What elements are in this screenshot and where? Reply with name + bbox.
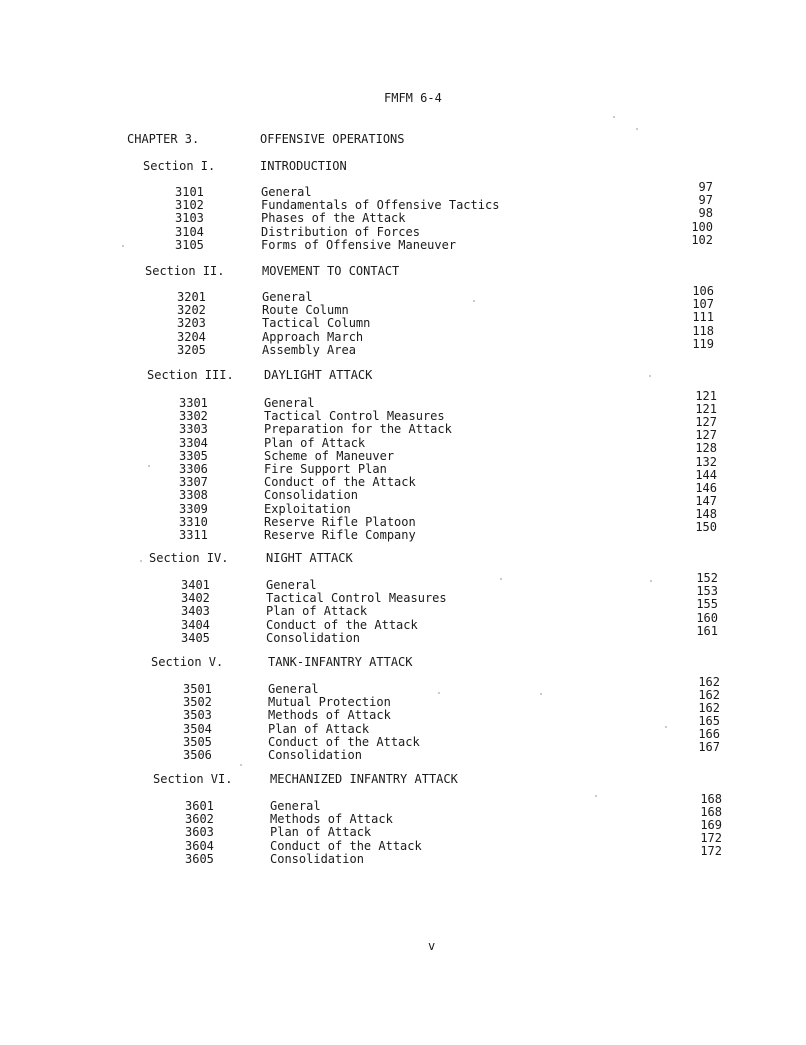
section-label: Section VI. <box>153 772 233 786</box>
entry-title: Scheme of Maneuver <box>264 448 395 463</box>
entry-page: 98 <box>698 206 713 221</box>
entry-page: 102 <box>691 232 713 247</box>
entry-title: Tactical Control Measures <box>264 409 445 424</box>
entry-number: 3401 <box>181 578 210 592</box>
entry-title: General <box>262 290 313 304</box>
entry-number: 3103 <box>175 211 204 226</box>
entry-title: General <box>268 682 319 696</box>
entry-page: 169 <box>700 818 722 832</box>
section-title: MOVEMENT TO CONTACT <box>262 264 400 278</box>
scan-speck <box>473 300 475 302</box>
entry-page: 166 <box>698 727 720 741</box>
entry-page: 168 <box>700 805 722 819</box>
entry-title: Phases of the Attack <box>261 211 406 226</box>
section-label: Section III. <box>147 368 234 382</box>
entry-number: 3301 <box>179 396 208 410</box>
entry-number: 3105 <box>175 237 204 252</box>
entry-title: Consolidation <box>264 488 358 503</box>
entry-page: 121 <box>695 389 717 403</box>
entry-page: 161 <box>696 623 718 638</box>
entry-number: 3404 <box>181 617 210 632</box>
entry-number: 3205 <box>177 342 206 357</box>
entry-page: 97 <box>698 193 713 208</box>
scan-speck <box>595 795 597 797</box>
entry-page: 127 <box>695 415 717 430</box>
entry-number: 3601 <box>185 799 214 813</box>
scan-speck <box>540 693 542 695</box>
entry-title: Route Column <box>262 303 349 318</box>
entry-title: Conduct of the Attack <box>266 617 418 632</box>
entry-page: 144 <box>695 467 717 482</box>
entry-page: 107 <box>692 297 714 312</box>
entry-number: 3307 <box>179 475 208 490</box>
entry-number: 3506 <box>183 748 212 762</box>
entry-page: 106 <box>692 284 714 298</box>
entry-title: Tactical Control Measures <box>266 591 447 606</box>
section-label: Section I. <box>143 159 216 173</box>
entry-page: 121 <box>695 402 717 417</box>
entry-title: Distribution of Forces <box>261 224 420 239</box>
chapter-label: CHAPTER 3. <box>127 132 200 146</box>
scan-speck <box>438 692 440 694</box>
entry-number: 3305 <box>179 448 208 463</box>
section-label: Section IV. <box>149 551 229 565</box>
document-header: FMFM 6-4 <box>384 91 442 105</box>
entry-title: Preparation for the Attack <box>264 422 452 437</box>
entry-number: 3503 <box>183 708 212 723</box>
entry-title: Reserve Rifle Platoon <box>264 514 416 529</box>
entry-number: 3402 <box>181 591 210 606</box>
entry-number: 3605 <box>185 851 214 866</box>
entry-title: Plan of Attack <box>268 721 370 736</box>
entry-title: Reserve Rifle Company <box>264 528 416 542</box>
entry-number: 3102 <box>175 198 204 213</box>
entry-page: 118 <box>692 323 714 338</box>
scan-speck <box>649 375 651 377</box>
entry-number: 3304 <box>179 435 208 450</box>
section-title: DAYLIGHT ATTACK <box>264 368 373 382</box>
entry-title: Plan of Attack <box>264 435 366 450</box>
section-title: MECHANIZED INFANTRY ATTACK <box>270 772 458 786</box>
entry-title: General <box>270 799 321 813</box>
entry-page: 167 <box>698 740 720 754</box>
entry-number: 3203 <box>177 316 206 331</box>
entry-title: Assembly Area <box>262 342 356 357</box>
scan-speck <box>140 560 142 562</box>
entry-title: Consolidation <box>270 851 364 866</box>
entry-title: General <box>266 578 317 592</box>
entry-page: 172 <box>700 844 722 858</box>
entry-title: Plan of Attack <box>266 604 368 619</box>
scan-speck <box>665 726 667 728</box>
scan-speck <box>148 465 150 467</box>
entry-title: Conduct of the Attack <box>268 734 420 749</box>
entry-page: 127 <box>695 428 717 443</box>
entry-number: 3202 <box>177 303 206 318</box>
entry-title: Approach March <box>262 329 364 344</box>
entry-title: Consolidation <box>266 630 360 645</box>
entry-number: 3104 <box>175 224 204 239</box>
entry-page: 152 <box>696 571 718 585</box>
page-number: v <box>428 939 436 953</box>
entry-number: 3309 <box>179 501 208 516</box>
scan-speck <box>240 764 242 766</box>
entry-title: Fire Support Plan <box>264 462 387 476</box>
scan-speck <box>650 580 652 582</box>
entry-number: 3501 <box>183 682 212 696</box>
entry-title: Consolidation <box>268 748 362 762</box>
entry-page: 168 <box>700 792 722 806</box>
entry-number: 3306 <box>179 462 208 476</box>
entry-number: 3604 <box>185 838 214 853</box>
entry-page: 150 <box>695 520 717 534</box>
entry-number: 3302 <box>179 409 208 424</box>
entry-page: 119 <box>692 336 714 351</box>
section-title: NIGHT ATTACK <box>266 551 353 565</box>
entry-page: 153 <box>696 584 718 599</box>
chapter-title: OFFENSIVE OPERATIONS <box>260 132 405 146</box>
section-title: TANK-INFANTRY ATTACK <box>268 655 413 669</box>
entry-page: 162 <box>698 675 720 689</box>
entry-number: 3504 <box>183 721 212 736</box>
entry-number: 3201 <box>177 290 206 304</box>
entry-page: 172 <box>700 831 722 845</box>
entry-page: 148 <box>695 506 717 521</box>
entry-title: Mutual Protection <box>268 695 391 710</box>
entry-title: Exploitation <box>264 501 351 516</box>
entry-title: Fundamentals of Offensive Tactics <box>261 198 500 213</box>
entry-number: 3602 <box>185 812 214 827</box>
entry-page: 97 <box>698 180 713 194</box>
entry-number: 3308 <box>179 488 208 503</box>
entry-page: 147 <box>695 493 717 508</box>
entry-number: 3101 <box>175 185 204 199</box>
entry-page: 128 <box>695 441 717 456</box>
entry-page: 132 <box>695 454 717 469</box>
entry-page: 100 <box>691 219 713 234</box>
entry-number: 3405 <box>181 630 210 645</box>
entry-number: 3204 <box>177 329 206 344</box>
entry-title: Conduct of the Attack <box>270 838 422 853</box>
entry-page: 160 <box>696 610 718 625</box>
entry-number: 3311 <box>179 528 208 542</box>
entry-title: Forms of Offensive Maneuver <box>261 237 457 252</box>
section-label: Section V. <box>151 655 224 669</box>
scan-speck <box>636 128 638 130</box>
scan-speck <box>500 578 502 580</box>
entry-number: 3303 <box>179 422 208 437</box>
entry-title: General <box>264 396 315 410</box>
entry-number: 3310 <box>179 514 208 529</box>
entry-page: 165 <box>698 714 720 728</box>
entry-page: 162 <box>698 701 720 715</box>
entry-page: 111 <box>692 310 714 325</box>
entry-title: Methods of Attack <box>270 812 393 827</box>
entry-title: Plan of Attack <box>270 825 372 840</box>
section-title: INTRODUCTION <box>260 159 347 173</box>
scan-speck <box>122 245 124 247</box>
entry-page: 155 <box>696 597 718 612</box>
entry-number: 3603 <box>185 825 214 840</box>
entry-page: 146 <box>695 480 717 495</box>
entry-title: Tactical Column <box>262 316 371 331</box>
entry-number: 3502 <box>183 695 212 710</box>
scan-speck <box>613 116 615 118</box>
entry-page: 162 <box>698 688 720 702</box>
entry-title: Conduct of the Attack <box>264 475 416 490</box>
entry-number: 3505 <box>183 734 212 749</box>
entry-title: General <box>261 185 312 199</box>
entry-number: 3403 <box>181 604 210 619</box>
section-label: Section II. <box>145 264 225 278</box>
entry-title: Methods of Attack <box>268 708 391 723</box>
